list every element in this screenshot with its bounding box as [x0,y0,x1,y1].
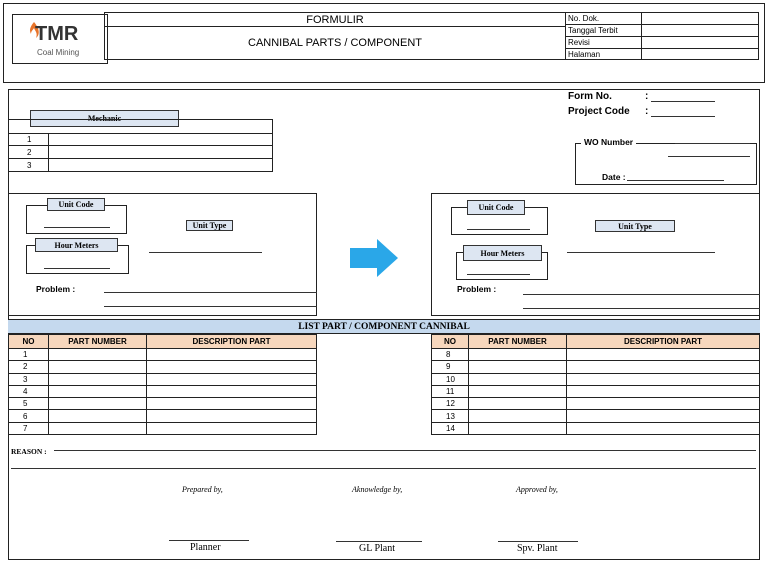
project-code-field[interactable] [651,116,715,117]
unit-code-field-left[interactable] [44,227,110,228]
problem-label-left: Problem : [36,284,76,294]
tanggal-terbit-label: Tanggal Terbit [565,24,642,37]
halaman-value [641,48,759,60]
halaman-label: Halaman [565,48,642,60]
revisi-label: Revisi [565,36,642,49]
col-part-number: PART NUMBER [49,335,147,348]
table-row[interactable]: 12 [431,398,760,410]
problem-field-left-1[interactable] [104,292,317,293]
parts-table-right [431,334,760,435]
date-label: Date : [602,172,626,182]
document-header [3,3,765,83]
gl-plant-label: GL Plant [359,543,396,554]
problem-field-left-2[interactable] [104,306,317,307]
list-title: LIST PART / COMPONENT CANNIBAL [8,319,760,334]
doc-no-label: No. Dok. [565,12,642,25]
table-row[interactable]: 11 [431,386,760,398]
hour-meters-label-left: Hour Meters [35,238,118,252]
date-field[interactable] [627,180,724,181]
form-no-label: Form No. [568,91,612,102]
col-no: NO [432,335,469,348]
col-no: NO [9,335,49,348]
reason-field-1[interactable] [54,450,756,451]
mechanic-label: Mechanic [30,110,179,127]
project-code-colon: : [645,106,649,117]
parts-table-left [8,334,317,435]
arrow-right-icon [349,238,399,278]
table-row[interactable]: 14 [431,423,760,435]
col-description: DESCRIPTION PART [567,335,759,348]
unit-code-label-left: Unit Code [47,198,105,211]
table-row[interactable]: 1 [8,349,317,361]
hour-meters-field-right[interactable] [467,274,530,275]
reason-field-2[interactable] [11,468,756,469]
hour-meters-label-right: Hour Meters [463,245,542,261]
table-row[interactable]: 5 [8,398,317,410]
spv-plant-signature-line[interactable] [498,541,578,542]
acknowledge-by-label: Aknowledge by, [352,485,403,494]
unit-type-field-left[interactable] [149,252,262,253]
table-row[interactable]: 4 [8,386,317,398]
company-logo [12,14,108,64]
logo-text: TMR [35,23,79,45]
form-no-colon: : [645,91,649,102]
prepared-by-label: Prepared by, [182,485,223,494]
planner-signature-line[interactable] [169,540,249,541]
approved-by-label: Approved by, [516,485,558,494]
mechanic-table [8,133,273,172]
table-row[interactable]: 3 [8,374,317,386]
col-part-number: PART NUMBER [469,335,567,348]
form-no-field[interactable] [651,101,715,102]
table-row[interactable]: 10 [431,374,760,386]
problem-label-right: Problem : [457,284,497,294]
mechanic-row[interactable]: 2 [8,146,273,159]
unit-type-field-right[interactable] [567,252,715,253]
table-row[interactable]: 2 [8,361,317,373]
table-row[interactable]: 13 [431,410,760,422]
unit-type-label-left: Unit Type [186,220,233,231]
mechanic-row[interactable]: 3 [8,159,273,172]
table-header-row [8,334,317,349]
table-header-row [431,334,760,349]
hour-meters-field-left[interactable] [44,268,110,269]
mechanic-top-rule [8,119,273,120]
form-title: CANNIBAL PARTS / COMPONENT [104,26,566,60]
unit-type-label-right: Unit Type [595,220,675,232]
project-code-label: Project Code [568,106,630,117]
unit-code-field-right[interactable] [467,229,530,230]
table-row[interactable]: 7 [8,423,317,435]
spv-plant-label: Spv. Plant [517,543,558,554]
table-row[interactable]: 8 [431,349,760,361]
unit-code-label-right: Unit Code [467,200,525,215]
wo-number-label: WO Number [581,137,636,147]
problem-field-right-1[interactable] [523,294,760,295]
planner-label: Planner [190,542,221,553]
mechanic-row[interactable]: 1 [8,133,273,146]
logo-subtext: Coal Mining [37,48,80,57]
wo-number-field[interactable] [675,143,750,144]
table-row[interactable]: 6 [8,410,317,422]
problem-field-right-2[interactable] [523,308,760,309]
col-description: DESCRIPTION PART [147,335,316,348]
form-type: FORMULIR [104,12,566,27]
wo-number-field-2[interactable] [668,156,750,157]
reason-label: REASON : [11,447,47,456]
gl-plant-signature-line[interactable] [336,541,422,542]
table-row[interactable]: 9 [431,361,760,373]
